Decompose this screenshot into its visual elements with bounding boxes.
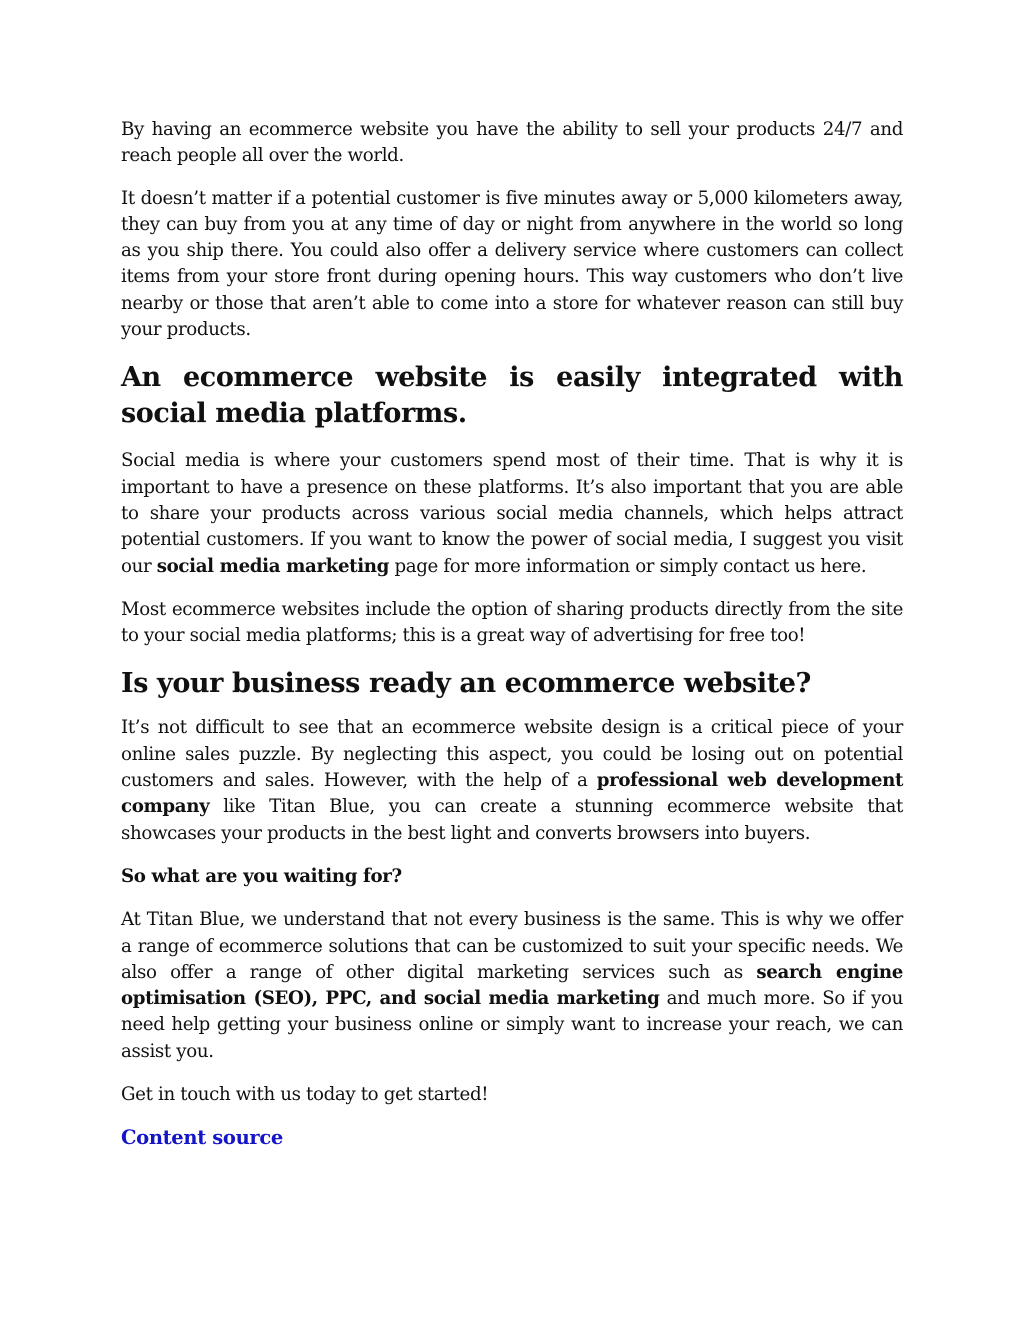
paragraph-social-media bbox=[121, 448, 903, 579]
paragraph-critical-text-b: like Titan Blue, you can create a stunning ecommerce website that showcases your products in the best light and converts browsers into buyers. bbox=[121, 796, 903, 844]
heading-social-media: An ecommerce website is easily integrated with social media platforms. bbox=[121, 362, 903, 430]
waiting-question-bold: So what are you waiting for? bbox=[121, 865, 402, 887]
paragraph-social-text-b: page for more information or simply contact us here. bbox=[389, 555, 867, 577]
paragraph-critical-text-a: It’s not difficult to see that an ecommerce website design is a critical piece of your online sales puzzle. By neglecting this aspect, you could be losing out on potential customers and sales. However, with the help of a bbox=[121, 717, 903, 792]
paragraph-titan-blue bbox=[121, 907, 903, 1065]
paragraph-titan-text-a: At Titan Blue, we understand that not every business is the same. This is why we offer a range of ecommerce solutions that can be customized to suit your specific needs. We also offer a range of other digital marketing services such as bbox=[121, 909, 903, 983]
paragraph-get-in-touch: Get in touch with us today to get started! bbox=[121, 1084, 489, 1106]
content-source-line bbox=[121, 1125, 903, 1152]
paragraph-titan-text-b: and much more. So if you need help getting your business online or simply want to increase your reach, we can assist you. bbox=[121, 988, 903, 1062]
paragraph-waiting bbox=[121, 864, 903, 890]
paragraph-anytime: It doesn’t matter if a potential customer is five minutes away or 5,000 kilometers away, they can buy from you at any time of day or night from anywhere in the world so long as you ship there. You could also offer a delivery service where customers can collect items from your store front during opening hours. This way customers who don’t live nearby or those that aren’t able to come into a store for whatever reason can still buy your products. bbox=[121, 187, 903, 341]
social-media-marketing-bold: social media marketing bbox=[156, 555, 390, 577]
document-page bbox=[121, 117, 903, 1170]
paragraph-intro: By having an ecommerce website you have the ability to sell your products 24/7 and reach people all over the world. bbox=[121, 119, 903, 167]
web-development-company-bold: professional web development company bbox=[121, 770, 903, 818]
paragraph-critical-piece bbox=[121, 715, 903, 846]
heading-business-ready: Is your business ready an ecommerce website? bbox=[121, 668, 811, 700]
services-bold: search engine optimisation (SEO), PPC, and social media marketing bbox=[121, 961, 903, 1010]
paragraph-sharing: Most ecommerce websites include the option of sharing products directly from the site to your social media platforms; this is a great way of advertising for free too! bbox=[121, 598, 903, 647]
paragraph-social-text-a: Social media is where your customers spend most of their time. That is why it is important to have a presence on these platforms. It’s also important that you are able to share your products across various social media channels, which helps attract potential customers. If you want to know the power of social media, I suggest you visit our bbox=[121, 450, 903, 577]
content-source-link[interactable]: Content source bbox=[121, 1126, 283, 1150]
